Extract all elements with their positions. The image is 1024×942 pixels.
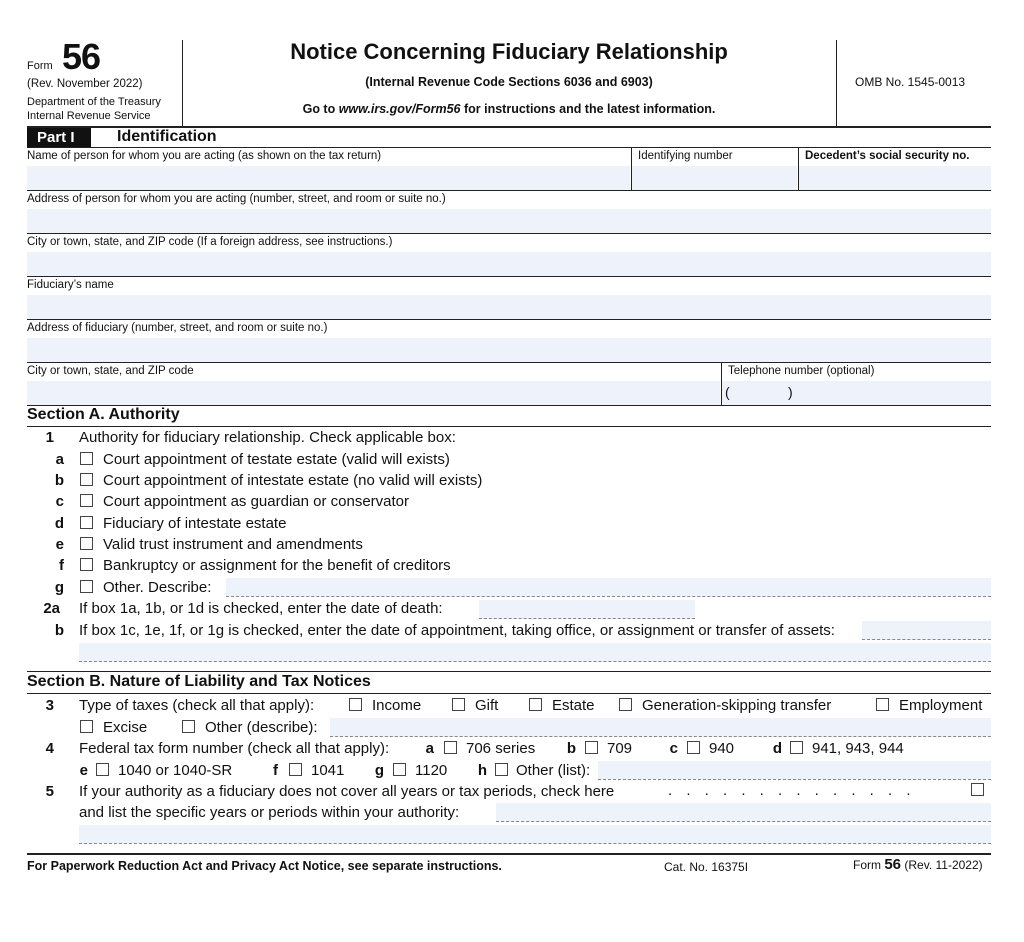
line-5-text: If your authority as a fiduciary does not cover all years or tax periods, check here bbox=[79, 783, 615, 800]
section-b-top-rule bbox=[27, 671, 991, 672]
checkbox-1f[interactable] bbox=[80, 558, 93, 571]
part1-title-rule bbox=[27, 147, 991, 148]
header-divider-right bbox=[836, 40, 837, 126]
years-periods-input[interactable] bbox=[496, 803, 991, 822]
city-label: City or town, state, and ZIP code (If a foreign address, see instructions.) bbox=[27, 236, 393, 248]
form-letter: d bbox=[772, 740, 782, 757]
appointment-date-input[interactable] bbox=[862, 621, 991, 640]
line-3-number: 3 bbox=[45, 697, 54, 714]
years-periods-continued-input[interactable] bbox=[79, 825, 991, 844]
row-rule bbox=[27, 319, 991, 320]
fiduciary-address-input[interactable] bbox=[27, 338, 991, 362]
form-letter: c bbox=[669, 740, 678, 757]
decedent-ssn-label: Decedent’s social security no. bbox=[805, 150, 970, 162]
item-text: Fiduciary of intestate estate bbox=[103, 515, 287, 532]
line-1-number: 1 bbox=[45, 429, 54, 446]
checkbox-941[interactable] bbox=[790, 741, 803, 754]
checkbox-709[interactable] bbox=[585, 741, 598, 754]
part1-tag: Part I bbox=[27, 128, 91, 147]
agency: Internal Revenue Service bbox=[27, 110, 151, 122]
form-label: 1040 or 1040-SR bbox=[118, 762, 233, 779]
checkbox-940[interactable] bbox=[687, 741, 700, 754]
line-2a-number: 2a bbox=[43, 600, 60, 617]
telephone-label: Telephone number (optional) bbox=[728, 365, 875, 377]
checkbox-1d[interactable] bbox=[80, 516, 93, 529]
goto-suffix: for instructions and the latest information. bbox=[460, 102, 716, 116]
checkbox-line-5[interactable] bbox=[971, 783, 984, 796]
other-form-list-input[interactable] bbox=[598, 761, 991, 780]
name-input[interactable] bbox=[27, 166, 630, 190]
address-label: Address of person for whom you are acting (number, street, and room or suite no.) bbox=[27, 193, 446, 205]
line-2b-text: If box 1c, 1e, 1f, or 1g is checked, enter the date of appointment, taking office, or assignment or transfer of assets: bbox=[79, 622, 835, 639]
checkbox-1a[interactable] bbox=[80, 452, 93, 465]
line-1-text: Authority for fiduciary relationship. Check applicable box: bbox=[79, 429, 456, 446]
line-2a-text: If box 1a, 1b, or 1d is checked, enter the date of death: bbox=[79, 600, 443, 617]
checkbox-gift[interactable] bbox=[452, 698, 465, 711]
other-tax-describe-input[interactable] bbox=[330, 718, 991, 737]
form-label: 941, 943, 944 bbox=[812, 740, 904, 757]
name-label: Name of person for whom you are acting (as shown on the tax return) bbox=[27, 150, 382, 162]
checkbox-excise[interactable] bbox=[80, 720, 93, 733]
form-letter: b bbox=[566, 740, 576, 757]
checkbox-706[interactable] bbox=[444, 741, 457, 754]
checkbox-income[interactable] bbox=[349, 698, 362, 711]
item-letter: c bbox=[55, 493, 64, 510]
form-label: Other (list): bbox=[516, 762, 591, 779]
row-rule bbox=[27, 276, 991, 277]
catalog-number: Cat. No. 16375I bbox=[664, 860, 749, 874]
item-letter: e bbox=[55, 536, 64, 553]
area-code-close: ) bbox=[788, 384, 793, 400]
instructions-url[interactable]: www.irs.gov/Form56 bbox=[338, 102, 461, 116]
city-input[interactable] bbox=[27, 252, 991, 276]
form-letter: f bbox=[273, 762, 278, 779]
fiduciary-city-label: City or town, state, and ZIP code bbox=[27, 365, 194, 377]
footer-form-number: 56 bbox=[884, 856, 902, 873]
row-rule bbox=[27, 190, 991, 191]
row-rule bbox=[27, 362, 991, 363]
line-2b-number: b bbox=[54, 622, 64, 639]
fiduciary-address-label: Address of fiduciary (number, street, and room or suite no.) bbox=[27, 322, 328, 334]
line-3-text: Type of taxes (check all that apply): bbox=[79, 697, 315, 714]
item-letter: g bbox=[54, 579, 64, 596]
checkbox-estate[interactable] bbox=[529, 698, 542, 711]
checkbox-1b[interactable] bbox=[80, 473, 93, 486]
item-text: Court appointment of intestate estate (no valid will exists) bbox=[103, 472, 483, 489]
tax-type-label: Other (describe): bbox=[205, 719, 318, 736]
item-letter: b bbox=[54, 472, 64, 489]
checkbox-1e[interactable] bbox=[80, 537, 93, 550]
section-a-rule bbox=[27, 426, 991, 427]
form-letter: h bbox=[477, 762, 487, 779]
form-number: 56 bbox=[62, 36, 101, 77]
checkbox-generation-skipping[interactable] bbox=[619, 698, 632, 711]
form-label: 940 bbox=[709, 740, 735, 757]
form-letter: g bbox=[374, 762, 384, 779]
form-letter: a bbox=[425, 740, 434, 757]
checkbox-1c[interactable] bbox=[80, 494, 93, 507]
fiduciary-name-input[interactable] bbox=[27, 295, 991, 319]
checkbox-other-form[interactable] bbox=[495, 763, 508, 776]
form-letter: e bbox=[79, 762, 88, 779]
address-input[interactable] bbox=[27, 209, 991, 233]
other-describe-input[interactable] bbox=[226, 578, 991, 597]
line-4-number: 4 bbox=[45, 740, 54, 757]
row-rule bbox=[27, 233, 991, 234]
section-a-title: Section A. Authority bbox=[27, 406, 180, 423]
item-text: Court appointment of testate estate (valid will exists) bbox=[103, 451, 450, 468]
identifying-number-label: Identifying number bbox=[638, 150, 733, 162]
checkbox-1g[interactable] bbox=[80, 580, 93, 593]
item-letter: d bbox=[54, 515, 64, 532]
footer-form-word: Form bbox=[853, 858, 881, 872]
checkbox-other-tax[interactable] bbox=[182, 720, 195, 733]
date-of-death-input[interactable] bbox=[479, 600, 695, 619]
item-letter: f bbox=[59, 557, 64, 574]
line-5-number: 5 bbox=[45, 783, 54, 800]
appointment-date-continued-input[interactable] bbox=[79, 643, 991, 662]
tax-type-label: Income bbox=[372, 697, 422, 714]
tax-type-label: Generation-skipping transfer bbox=[642, 697, 832, 714]
item-text: Bankruptcy or assignment for the benefit of creditors bbox=[103, 557, 451, 574]
section-b-title: Section B. Nature of Liability and Tax Notices bbox=[27, 673, 371, 690]
checkbox-employment[interactable] bbox=[876, 698, 889, 711]
item-text: Court appointment as guardian or conservator bbox=[103, 493, 410, 510]
goto-prefix: Go to bbox=[302, 102, 339, 116]
omb-number: OMB No. 1545-0013 bbox=[855, 75, 966, 89]
fiduciary-name-label: Fiduciary’s name bbox=[27, 279, 114, 291]
item-letter: a bbox=[55, 451, 64, 468]
item-text: Valid trust instrument and amendments bbox=[103, 536, 363, 553]
footer-form-id bbox=[853, 856, 983, 873]
line-4-text: Federal tax form number (check all that apply): bbox=[79, 740, 390, 757]
identifying-number-input[interactable] bbox=[632, 166, 797, 190]
area-code-open: ( bbox=[725, 384, 730, 400]
checkbox-1041[interactable] bbox=[289, 763, 302, 776]
tax-type-label: Estate bbox=[552, 697, 595, 714]
tax-type-label: Employment bbox=[899, 697, 983, 714]
leader-dots: . . . . . . . . . . . . . . bbox=[668, 782, 916, 799]
tax-type-label: Excise bbox=[103, 719, 148, 736]
paperwork-notice: For Paperwork Reduction Act and Privacy Act Notice, see separate instructions. bbox=[27, 859, 502, 873]
footer-rule bbox=[27, 853, 991, 855]
form-label: 1041 bbox=[311, 762, 345, 779]
telephone-input[interactable] bbox=[722, 381, 991, 405]
part1-title: Identification bbox=[117, 128, 217, 145]
item-text: Other. Describe: bbox=[103, 579, 212, 596]
section-b-rule bbox=[27, 693, 991, 694]
form-label: 1120 bbox=[415, 762, 448, 779]
form-title: Notice Concerning Fiduciary Relationship bbox=[290, 39, 728, 64]
form-word: Form bbox=[27, 60, 53, 72]
footer-revision: (Rev. 11-2022) bbox=[904, 858, 983, 872]
line-5-text-continued: and list the specific years or periods within your authority: bbox=[79, 804, 460, 821]
checkbox-1040[interactable] bbox=[96, 763, 109, 776]
form-label: 709 bbox=[607, 740, 633, 757]
fiduciary-city-input[interactable] bbox=[27, 381, 720, 405]
tax-type-label: Gift bbox=[475, 697, 499, 714]
checkbox-1120[interactable] bbox=[393, 763, 406, 776]
decedent-ssn-input[interactable] bbox=[799, 166, 991, 190]
instructions-link-line bbox=[182, 102, 836, 116]
department: Department of the Treasury bbox=[27, 96, 161, 108]
form-subtitle: (Internal Revenue Code Sections 6036 and 6903) bbox=[365, 75, 653, 89]
revision-date: (Rev. November 2022) bbox=[27, 78, 143, 90]
form-label: 706 series bbox=[466, 740, 536, 757]
